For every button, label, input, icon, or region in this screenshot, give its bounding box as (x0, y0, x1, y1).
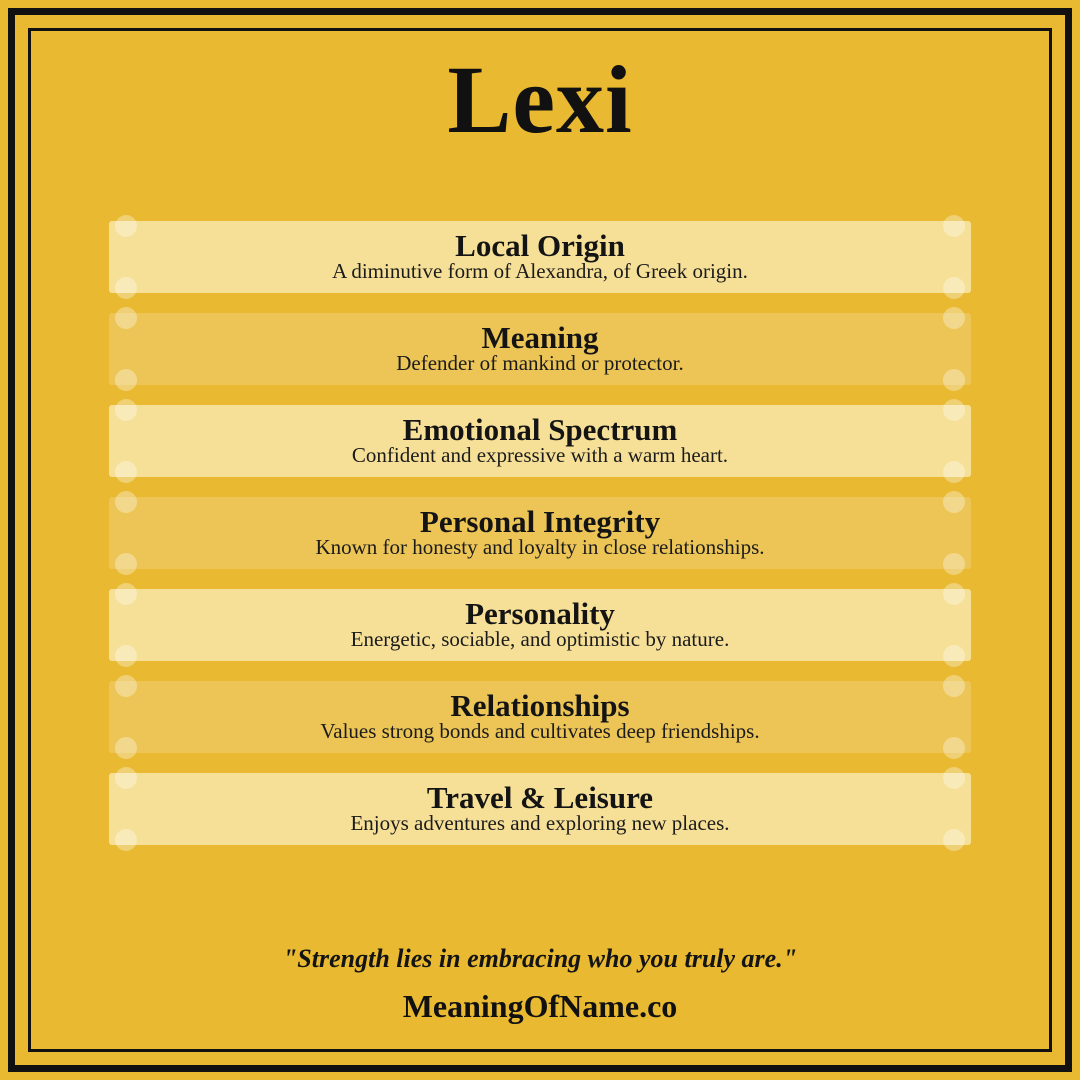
attribute-card (109, 399, 971, 483)
card-title: Emotional Spectrum (402, 411, 678, 447)
card-description: A diminutive form of Alexandra, of Greek origin. (332, 259, 748, 284)
quote-text: "Strength lies in embracing who you truly are." (282, 944, 798, 973)
card-description: Enjoys adventures and exploring new places. (350, 811, 730, 836)
card-title: Personality (465, 595, 615, 631)
card-text (109, 779, 971, 836)
card-text (109, 503, 971, 560)
attribute-card (109, 583, 971, 667)
card-description: Confident and expressive with a warm heart. (351, 443, 729, 468)
card-text (109, 227, 971, 284)
card-title: Meaning (481, 319, 599, 355)
attribute-card (109, 767, 971, 851)
card-text (109, 411, 971, 468)
card-text (109, 595, 971, 652)
attribute-card (109, 675, 971, 759)
card-description: Known for honesty and loyalty in close relationships. (315, 535, 765, 560)
card-title: Relationships (450, 687, 630, 723)
poster-content (31, 31, 1049, 1049)
card-title: Travel & Leisure (426, 779, 654, 815)
footer (31, 944, 1049, 1025)
card-title: Local Origin (455, 227, 625, 263)
attribute-card (109, 491, 971, 575)
card-text (109, 319, 971, 376)
page-title: Lexi (447, 46, 633, 153)
site-name: MeaningOfName.co (402, 988, 678, 1024)
attribute-card (109, 215, 971, 299)
attribute-card-list (109, 215, 971, 859)
card-description: Energetic, sociable, and optimistic by nature. (350, 627, 730, 652)
card-text (109, 687, 971, 744)
attribute-card (109, 307, 971, 391)
card-description: Values strong bonds and cultivates deep friendships. (320, 719, 760, 744)
card-description: Defender of mankind or protector. (396, 351, 684, 376)
card-title: Personal Integrity (419, 503, 661, 539)
